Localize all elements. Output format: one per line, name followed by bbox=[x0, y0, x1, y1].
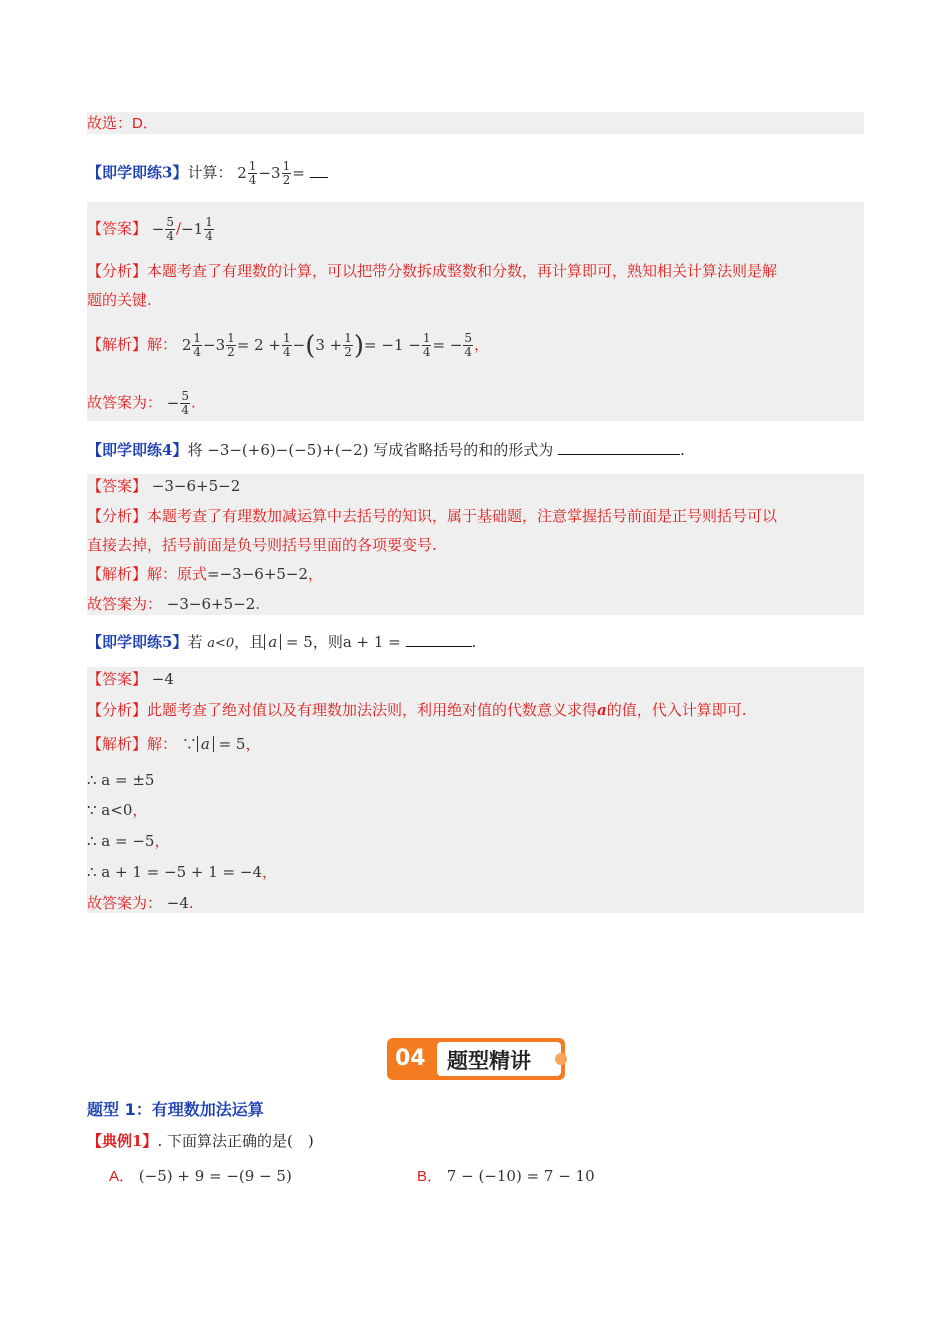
solution-text: 解：原式 bbox=[147, 565, 208, 583]
option-a-expression: (−5) + 9 = −(9 − 5) bbox=[138, 1167, 292, 1185]
final-answer-label: 故答案为： bbox=[87, 894, 163, 912]
analysis-label: 【分析】 bbox=[87, 262, 148, 280]
exercise-3-label: 【即学即练3】 bbox=[87, 163, 188, 182]
example-1 bbox=[87, 1129, 864, 1189]
final-answer-expression: − $\frac{5}{4}$ bbox=[166, 389, 190, 417]
analysis-text-end: 的值，代入计算即可. bbox=[606, 701, 747, 719]
badge-number: 04 bbox=[395, 1046, 426, 1071]
analysis-label: 【分析】 bbox=[87, 507, 148, 525]
solution-prefix: 解： bbox=[147, 335, 178, 354]
exercise-3-question bbox=[87, 150, 864, 190]
exercise-4-question: 【即学即练4】将 −3−(+6)−(−5)+(−2) 写成省略括号的和的形式为 . bbox=[87, 441, 685, 459]
exercise-4-answer-block: 【答案】 −3−6+5−2 【分析】本题考查了有理数加减运算中去括号的知识，属于基础题，注意掌握括号前面是正号则括号可以 直接去掉，括号前面是负号则括号里面的各项要变号. 【解析】解：原式=−3−6+5−2， 故答案为： −3−6+5−2. bbox=[87, 474, 864, 615]
solution-label: 【解析】 bbox=[87, 565, 148, 583]
answer-value-2: −1 $\frac{1}{4}$ bbox=[181, 215, 213, 243]
exercise-4-prefix: 将 bbox=[187, 441, 203, 459]
answer-blank bbox=[406, 645, 472, 647]
exercise-5-expression: a + 1 = bbox=[342, 633, 401, 651]
example-1-text: . 下面算法正确的是( ) bbox=[157, 1132, 314, 1150]
prev-conclusion: 故选：D． bbox=[87, 115, 158, 132]
option-a-label: A． bbox=[109, 1168, 135, 1185]
exercise-5-answer-block: 【答案】 −4 【分析】此题考查了绝对值以及有理数加法法则，利用绝对值的代数意义求得a的值，代入计算即可. 【解析】解： ∵ a = 5， ∴ a = ±5 ∵ a<0， ∴ a = −5， ∴ a + 1 = −5 + 1 = −4， 故答案为： −4. bbox=[87, 667, 864, 913]
abs-a: a bbox=[264, 634, 281, 650]
analysis-text-2: 题的关键. bbox=[87, 291, 152, 309]
solution-prefix: 解： bbox=[147, 735, 178, 753]
step5: ∴ a + 1 = −5 + 1 = −4 bbox=[87, 863, 262, 881]
analysis-text-1: 本题考查了有理数加减运算中去括号的知识，属于基础题，注意掌握括号前面是正号则括号可以 bbox=[147, 507, 778, 525]
exercise-3-expression: 2 $\frac{1}{4}$ −3 $\frac{1}{2}$ = bbox=[237, 159, 305, 187]
answer-value-1: − $\frac{5}{4}$ bbox=[151, 215, 175, 243]
option-b-label: B． bbox=[417, 1168, 443, 1185]
section-title: 题型 1：有理数加法运算 bbox=[87, 1100, 264, 1119]
final-answer-expression: −3−6+5−2 bbox=[166, 595, 256, 613]
answer-label: 【答案】 bbox=[87, 219, 148, 238]
analysis-text: 此题考查了绝对值以及有理数加法法则，利用绝对值的代数意义求得 bbox=[147, 701, 598, 719]
step4: ∴ a = −5 bbox=[87, 832, 155, 850]
step1-expression: = 5 bbox=[218, 735, 246, 753]
analysis-text-2: 直接去掉，括号前面是负号则括号里面的各项要变号. bbox=[87, 536, 437, 554]
exercise-5-label: 【即学即练5】 bbox=[87, 633, 188, 651]
step3: ∵ a<0 bbox=[87, 801, 133, 819]
answer-blank bbox=[558, 453, 680, 455]
answer-value: −3−6+5−2 bbox=[151, 477, 241, 495]
badge-title: 题型精讲 bbox=[447, 1049, 531, 1073]
final-answer-label: 故答案为： bbox=[87, 393, 163, 412]
condition-a-negative: a<0 bbox=[207, 636, 235, 651]
exercise-5-text-3: ，则 bbox=[312, 633, 343, 651]
section-badge bbox=[387, 1034, 567, 1080]
exercise-4-label: 【即学即练4】 bbox=[87, 441, 188, 459]
abs-a: a bbox=[197, 736, 214, 752]
exercise-5-question: 【即学即练5】若 a<0，且 a = 5，则a + 1 = . bbox=[87, 633, 477, 651]
answer-label: 【答案】 bbox=[87, 670, 148, 688]
solution-expression: =−3−6+5−2 bbox=[207, 565, 309, 583]
exercise-5-text-2: ，且 bbox=[234, 633, 265, 651]
exercise-3-prefix: 计算： bbox=[187, 163, 233, 182]
solution-label: 【解析】 bbox=[87, 735, 148, 753]
answer-blank bbox=[310, 176, 328, 178]
answer-separator: / bbox=[176, 219, 182, 238]
exercise-4-expression: −3−(+6)−(−5)+(−2) bbox=[207, 441, 369, 459]
exercise-3-answer-block: 【答案】 − $\frac{5}{4}$ /−1 $\frac{1}{4}$ 【分析】本题考查了有理数的计算，可以把带分数拆成整数和分数，再计算即可，熟知相关计算法则是解 题的关键. 【解析】解： 2 $\frac{1}{4}$ −3 $\frac{1}{2}$ = 2 + $\frac{1}{4}$ −(3 + $\frac{1}{2}$ )= −1 − $\frac{1}{4}$ = − $\frac{5}{4}$ ， 故答案为： − $\frac{5}{4}$ . bbox=[87, 202, 864, 421]
answer-label: 【答案】 bbox=[87, 477, 148, 495]
abs-a-value: = 5 bbox=[285, 633, 313, 651]
step2: ∴ a = ±5 bbox=[87, 771, 155, 789]
answer-block-prev bbox=[87, 112, 864, 134]
exercise-5-text-1: 若 bbox=[187, 633, 203, 651]
final-answer-expression: −4 bbox=[166, 894, 189, 912]
final-answer-label: 故答案为： bbox=[87, 595, 163, 613]
option-b-expression: 7 − (−10) = 7 − 10 bbox=[446, 1167, 595, 1185]
solution-label: 【解析】 bbox=[87, 335, 148, 354]
analysis-label: 【分析】 bbox=[87, 701, 148, 719]
analysis-var-a: a bbox=[597, 701, 607, 719]
analysis-text-1: 本题考查了有理数的计算，可以把带分数拆成整数和分数，再计算即可，熟知相关计算法则是解 bbox=[147, 262, 778, 280]
solution-expression: 2 $\frac{1}{4}$ −3 $\frac{1}{2}$ = 2 + $\frac{1}{4}$ −(3 + $\frac{1}{2}$ )= −1 − $\frac{1}{4}$ = − $\frac{5}{4}$ bbox=[181, 330, 473, 361]
exercise-4-suffix: 写成省略括号的和的形式为 bbox=[373, 441, 554, 459]
answer-value: −4 bbox=[151, 670, 174, 688]
example-1-label: 【典例1】 bbox=[87, 1132, 158, 1150]
